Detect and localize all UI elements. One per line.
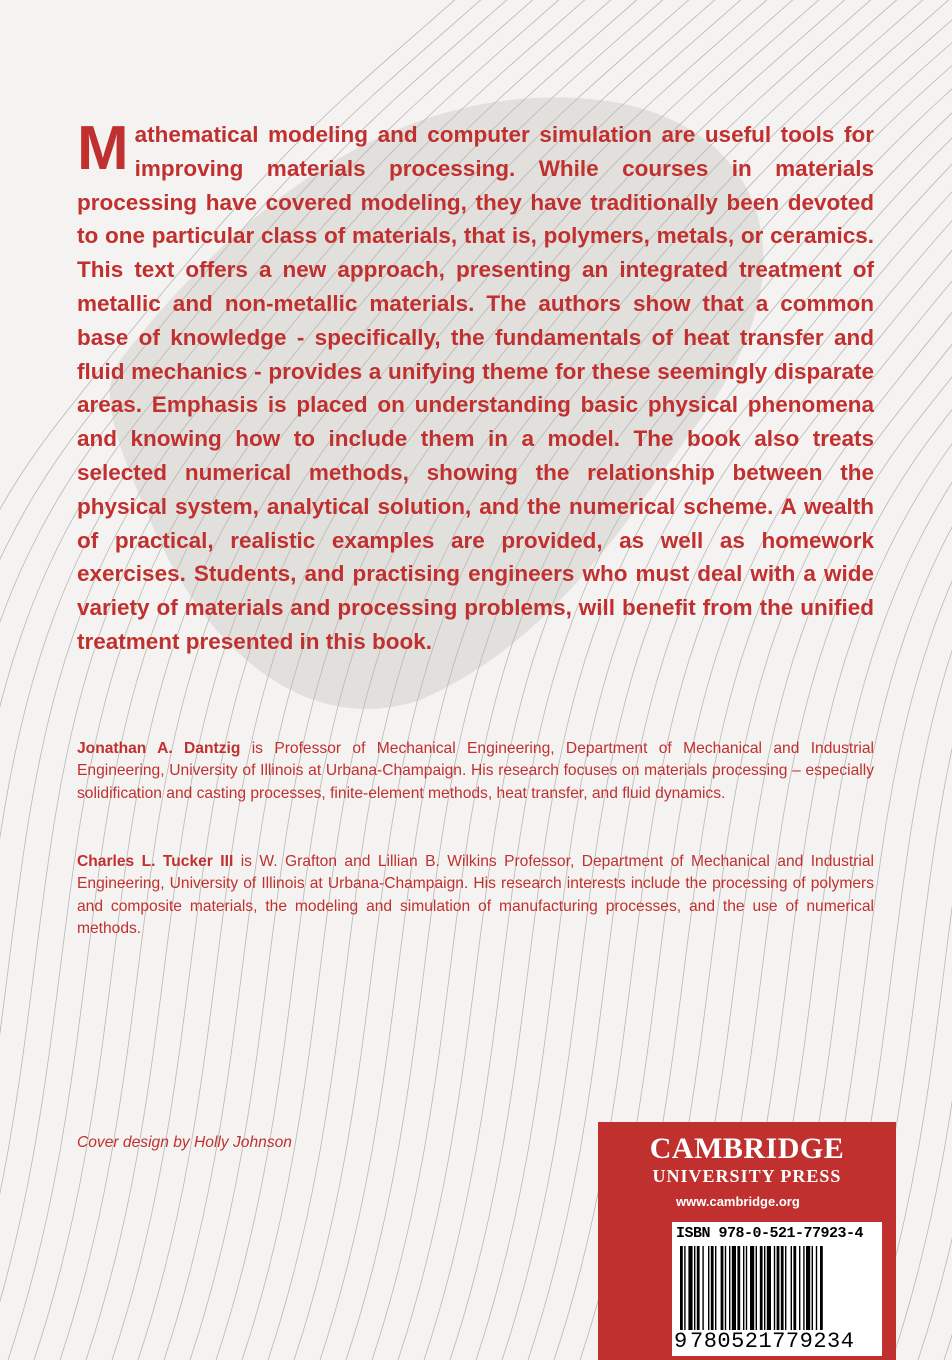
- barcode-bar: [803, 1246, 804, 1330]
- barcode-bar: [694, 1246, 695, 1330]
- drop-cap: M: [77, 114, 129, 183]
- author-name: Jonathan A. Dantzig: [77, 740, 241, 757]
- barcode-bar: [746, 1246, 747, 1330]
- publisher-subtitle: UNIVERSITY PRESS: [652, 1166, 842, 1186]
- barcode-bar: [684, 1246, 685, 1330]
- barcode-bar: [767, 1246, 771, 1330]
- barcode-bar: [702, 1246, 703, 1330]
- author-name: Charles L. Tucker III: [77, 853, 234, 870]
- barcode-bar: [764, 1246, 765, 1330]
- barcode-bar: [820, 1246, 823, 1330]
- barcode-bar: [785, 1246, 786, 1330]
- barcode-bar: [732, 1246, 736, 1330]
- barcode-bar: [708, 1246, 709, 1330]
- isbn-label: ISBN 978-0-521-77923-4: [676, 1225, 864, 1242]
- barcode-lead-digit: 9: [674, 1329, 688, 1354]
- barcode-bar: [729, 1246, 730, 1330]
- barcode-bar: [777, 1246, 780, 1330]
- barcode-bar: [774, 1246, 775, 1330]
- barcode-bar: [725, 1246, 726, 1330]
- barcode-bar: [711, 1246, 714, 1330]
- blurb-body: athematical modeling and computer simulation are useful tools for improving materials processing. While courses in materials processing have covered modeling, they have traditionally been devoted to one particular class of materials, that is, polymers, metals, or ceramics. This text offers a new approach, presenting an integrated treatment of metallic and non-metallic materials. The authors show that a common base of knowledge - specifically, the fundamentals of heat transfer and fluid mechanics - provides a unifying theme for these seemingly disparate areas. Emphasis is placed on understanding basic physical phenomena and knowing how to include them in a model. The book also treats selected numerical methods, showing the relationship between the physical system, analytical solution, and the numerical scheme. A wealth of practical, realistic examples are provided, as well as homework exercises. Students, and practising engineers who must deal with a wide variety of materials and processing problems, will benefit from the unified treatment presented in this book.: [77, 122, 874, 654]
- publisher-block: [598, 1122, 896, 1360]
- barcode-bar: [816, 1246, 817, 1330]
- barcode-bar: [799, 1246, 800, 1330]
- barcode-number: 780521779234: [690, 1329, 855, 1354]
- barcode-bar: [756, 1246, 757, 1330]
- barcode-bar: [791, 1246, 792, 1330]
- author-bio-text: is Professor of Mechanical Engineering, Department of Mechanical and Industrial Engineering, University of Illinois at Urbana-Champaign. His research focuses on materials processing – especially solidification and casting processes, finite-element methods, heat transfer, and fluid dynamics.: [77, 740, 874, 802]
- barcode-bars: [676, 1246, 878, 1330]
- publisher-name: CAMBRIDGE: [649, 1132, 845, 1165]
- barcode-bar: [760, 1246, 763, 1330]
- wire-line: [918, 0, 952, 1360]
- barcode-bar: [781, 1246, 784, 1330]
- barcode-bar: [688, 1246, 692, 1330]
- author-bio-text: is W. Grafton and Lillian B. Wilkins Professor, Department of Mechanical and Industrial Engineering, University of Illinois at Urbana-Champaign. His research interests include the processing of polymers and composite materials, the modeling and simulation of manufacturing processes, and the use of numerical methods.: [77, 853, 874, 937]
- barcode-digits: [674, 1329, 880, 1354]
- barcode-bar: [806, 1246, 810, 1330]
- barcode-bar: [737, 1246, 740, 1330]
- barcode-bar: [750, 1246, 754, 1330]
- cover-credit: Cover design by Holly Johnson: [77, 1134, 292, 1151]
- barcode-bar: [721, 1246, 724, 1330]
- barcode-bar: [680, 1246, 683, 1330]
- author-bio-tucker: [77, 851, 874, 940]
- author-bio-dantzig: [77, 738, 874, 805]
- isbn-barcode: [672, 1222, 882, 1356]
- barcode-bar: [697, 1246, 700, 1330]
- barcode-bar: [793, 1246, 796, 1330]
- barcode-bar: [812, 1246, 813, 1330]
- barcode-bar: [715, 1246, 716, 1330]
- blurb-text: [77, 114, 874, 659]
- wire-line: [944, 0, 952, 1360]
- publisher-website: www.cambridge.org: [676, 1194, 800, 1209]
- barcode-bar: [743, 1246, 744, 1330]
